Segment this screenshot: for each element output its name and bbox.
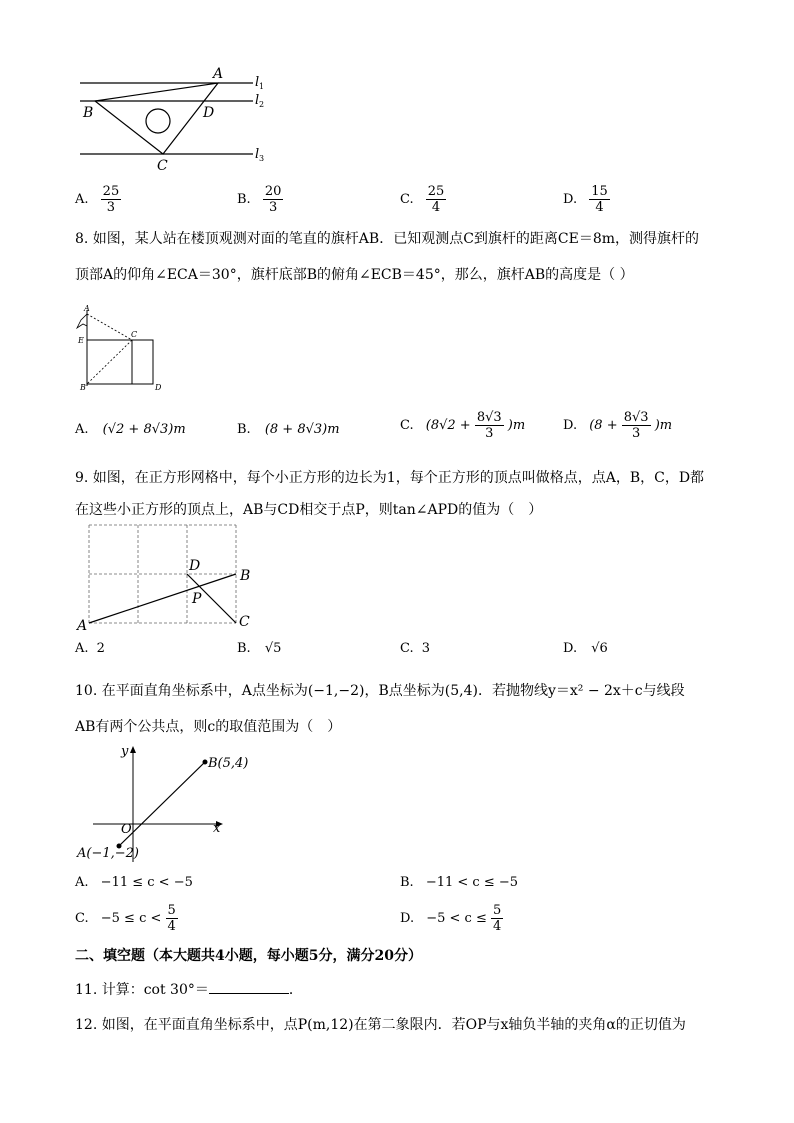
q10-option-c[interactable]: C. −5 ≤ c < $\frac{5}{4}$: [75, 903, 176, 934]
fig10-label-y: y: [121, 744, 129, 759]
fig7-label-c: C: [157, 158, 168, 174]
fig7-label-l1-sub: 1: [259, 82, 265, 91]
fig8-label-e: E: [78, 336, 84, 345]
q10-option-a[interactable]: A. −11 ≤ c < −5: [75, 875, 193, 890]
q8-option-b[interactable]: B. (8 + 8√3)m: [237, 422, 340, 437]
fig7-label-b: B: [83, 105, 94, 121]
q8-figure: [75, 302, 170, 394]
fig9-label-d: D: [189, 558, 201, 574]
q9-stem-line1: 9. 如图，在正方形网格中，每个小正方形的边长为1，每个正方形的顶点叫做格点，点A，B，C，D都: [75, 470, 705, 486]
q11-stem: 11. 计算：cot 30°＝ ．: [75, 979, 303, 1000]
fig9-label-p: P: [192, 591, 202, 607]
q12-stem: 12. 如图，在平面直角坐标系中，点P(m,12)在第二象限内．若OP与x轴负半轴的夹角α的正切值为: [75, 1017, 686, 1033]
q8-stem-line2: 顶部A的仰角∠ECA＝30°，旗杆底部B的俯角∠ECB＝45°，那么，旗杆AB的高度是（ ）: [75, 267, 634, 283]
q7-option-b[interactable]: B. $\frac{20}{3}$: [237, 184, 282, 215]
fig10-label-o: O: [121, 822, 132, 837]
q8-option-d[interactable]: D. (8 + $\frac{8√3}{3}$ )m: [563, 410, 673, 441]
fig8-label-c: C: [131, 330, 138, 339]
fig7-label-l3-sub: 3: [259, 154, 265, 163]
fig10-label-b: B(5,4): [208, 756, 249, 771]
fig7-label-d: D: [203, 105, 215, 121]
fig7-label-l3: l: [255, 147, 260, 162]
q9-figure: [75, 522, 265, 634]
fig9-label-b: B: [240, 568, 251, 584]
fig10-label-a: A(−1,−2): [77, 846, 139, 861]
section-heading-fill-blank: 二、填空题（本大题共4小题，每小题5分，满分20分）: [75, 948, 422, 964]
q10-stem-line2: AB有两个公共点，则c的取值范围为（ ）: [75, 719, 342, 735]
fig10-label-x: x: [213, 821, 221, 836]
q8-option-a[interactable]: A. (√2 + 8√3)m: [75, 422, 186, 437]
fig8-label-d: D: [155, 383, 162, 392]
q7-figure: [75, 62, 275, 174]
fig7-label-l2: l: [255, 93, 260, 108]
fig8-label-b: B: [80, 383, 86, 392]
q8-option-c[interactable]: C. (8√2 + $\frac{8√3}{3}$ )m: [400, 410, 526, 441]
q9-option-a[interactable]: A. 2: [75, 641, 105, 656]
q10-option-d[interactable]: D. −5 < c ≤ $\frac{5}{4}$: [400, 903, 502, 934]
fig7-label-l1: l: [255, 75, 260, 90]
q9-option-d[interactable]: D. √6: [563, 641, 608, 656]
q10-option-b[interactable]: B. −11 < c ≤ −5: [400, 875, 519, 890]
fig7-label-a: A: [213, 66, 224, 82]
fig9-label-c: C: [239, 614, 250, 630]
fig7-label-l2-sub: 2: [259, 100, 265, 109]
q11-answer-blank[interactable]: [209, 979, 289, 994]
fig9-label-a: A: [77, 618, 88, 634]
q10-figure: [75, 740, 250, 865]
q9-stem-line2: 在这些小正方形的顶点上，AB与CD相交于点P，则tan∠APD的值为（ ）: [75, 502, 543, 518]
q7-option-c[interactable]: C. $\frac{25}{4}$: [400, 184, 445, 215]
q9-option-c[interactable]: C. 3: [400, 641, 431, 656]
q10-stem-line1: 10. 在平面直角坐标系中，A点坐标为(−1,−2)，B点坐标为(5,4)．若抛物线y＝x² − 2x＋c与线段: [75, 683, 685, 699]
fig8-label-a: A: [84, 304, 90, 313]
q7-option-d[interactable]: D. $\frac{15}{4}$: [563, 184, 608, 215]
q8-stem-line1: 8. 如图，某人站在楼顶观测对面的笔直的旗杆AB．已知观测点C到旗杆的距离CE＝8m，测得旗杆的: [75, 231, 700, 247]
q9-option-b[interactable]: B. √5: [237, 641, 282, 656]
q7-option-a[interactable]: A. $\frac{25}{3}$: [75, 184, 120, 215]
